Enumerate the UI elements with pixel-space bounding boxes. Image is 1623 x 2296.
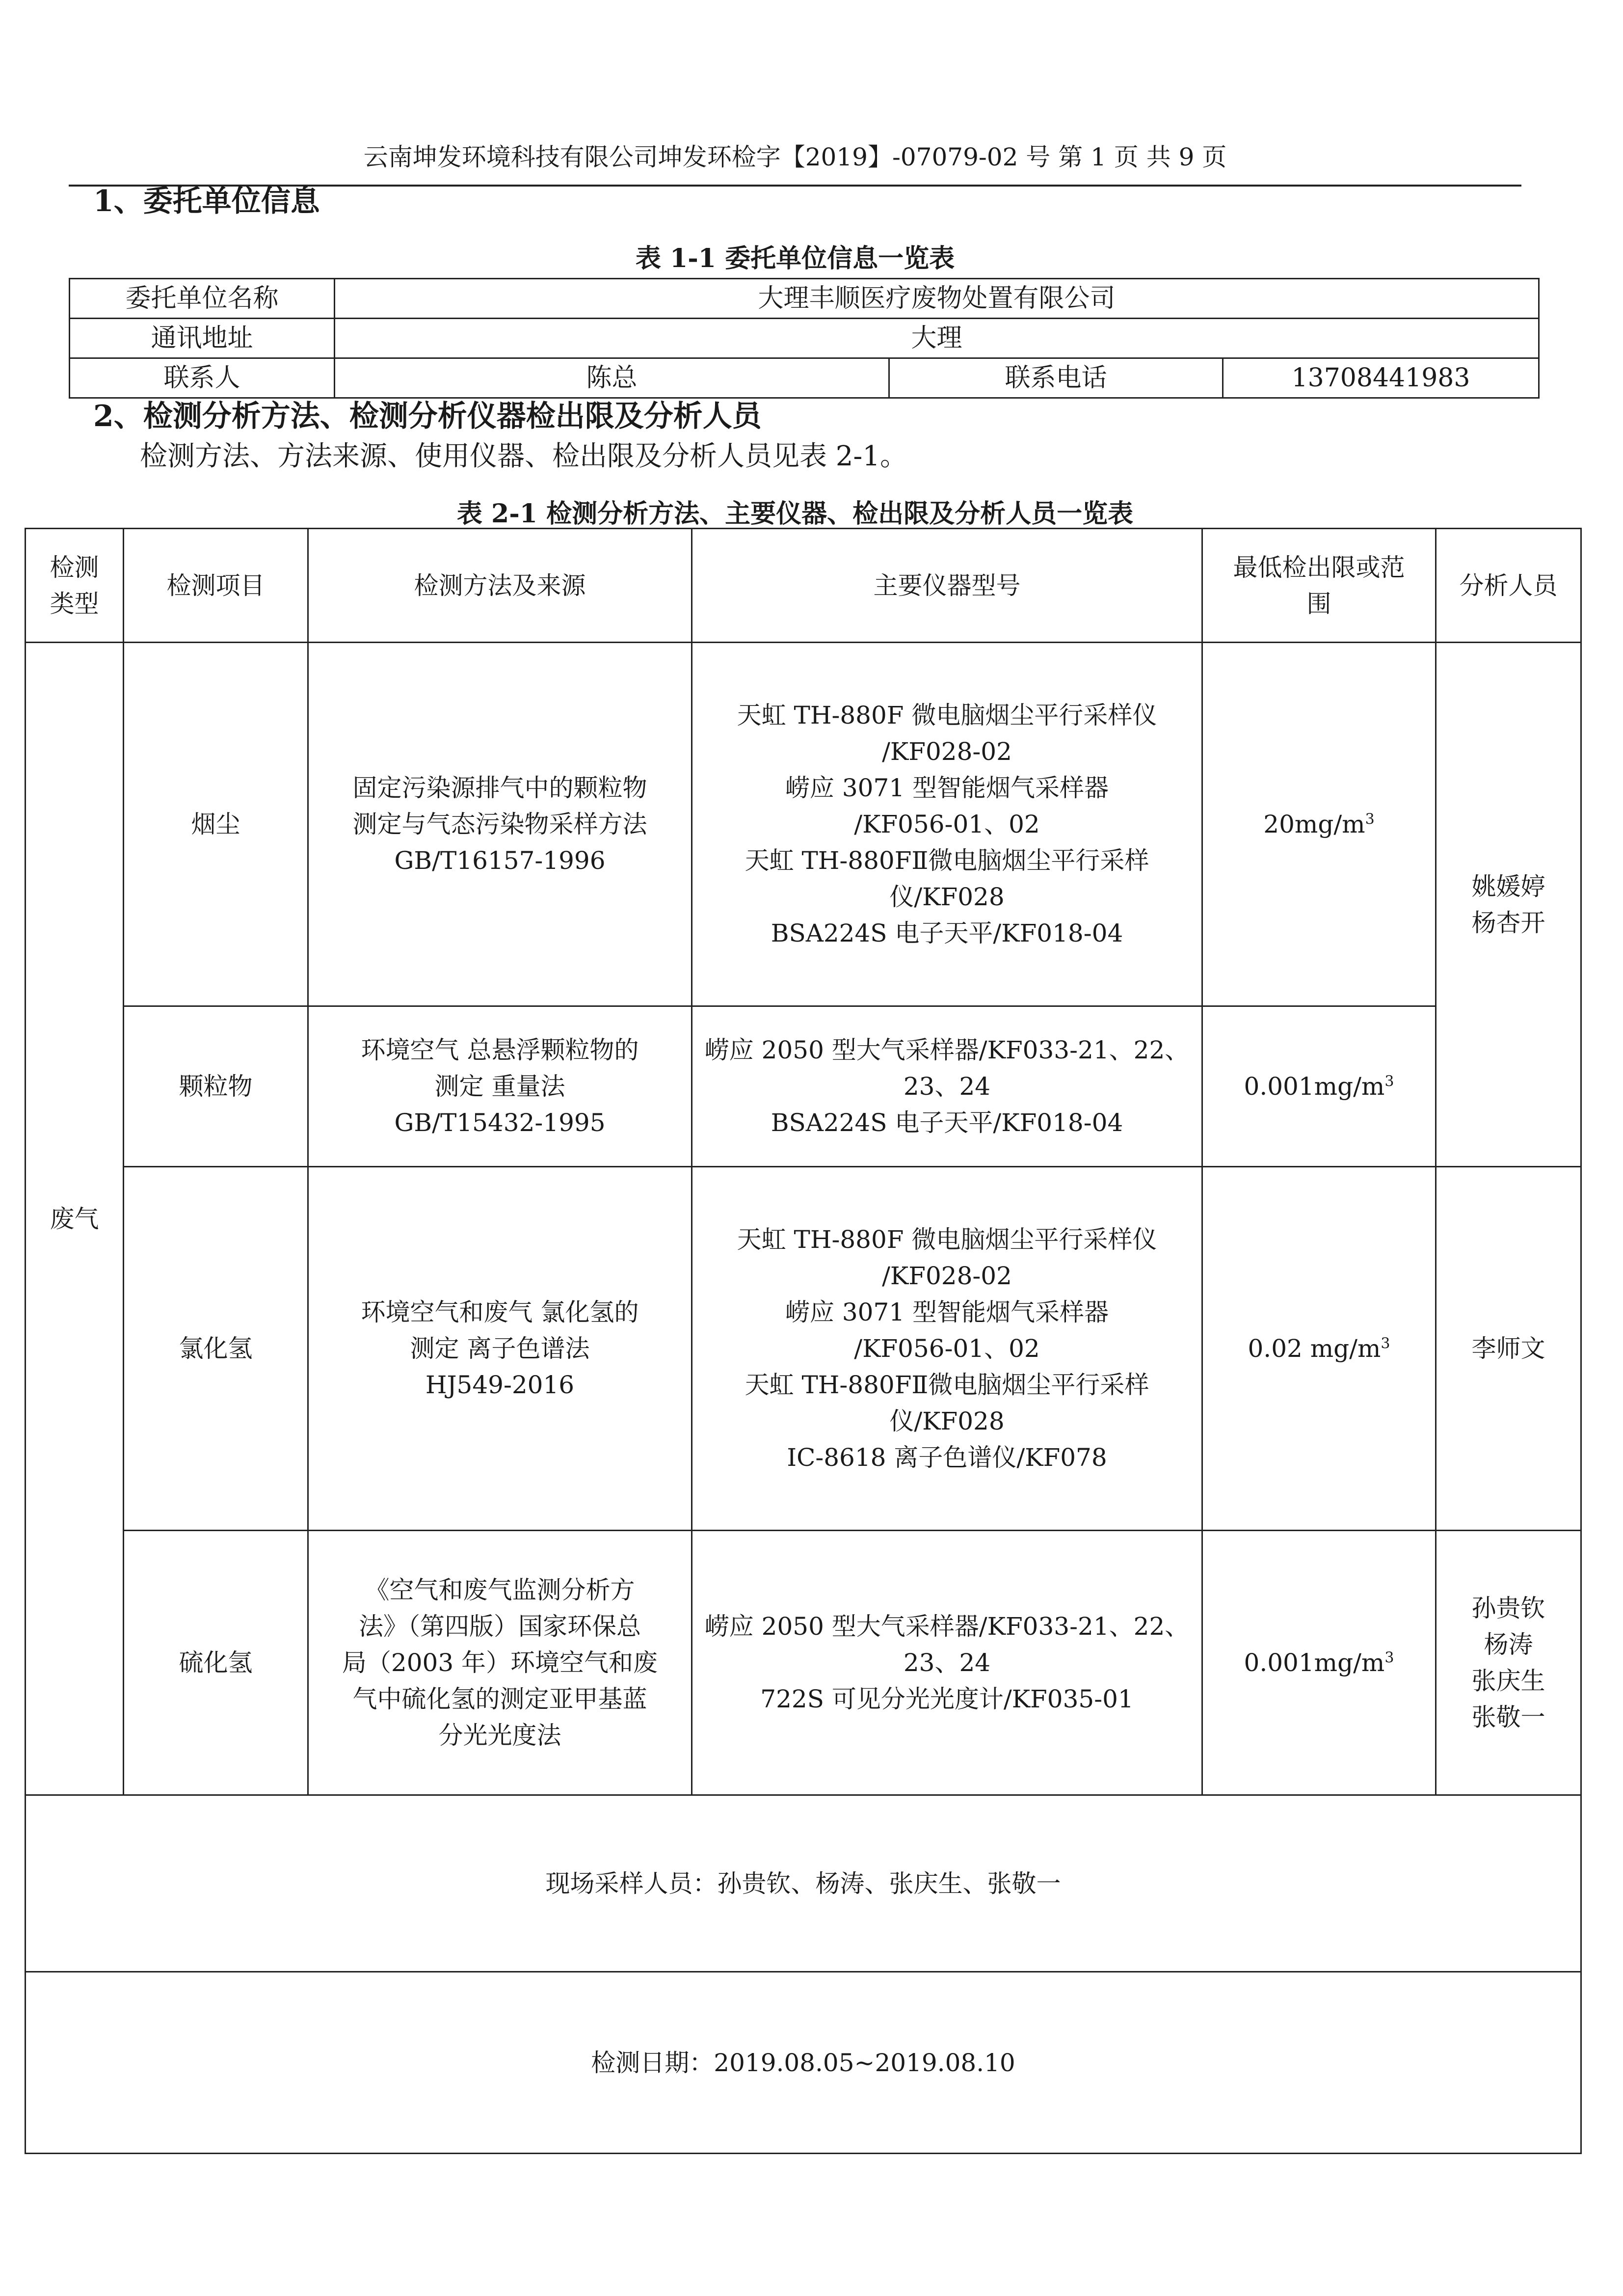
item-cell: 硫化氢: [124, 1531, 308, 1795]
header-limit: 最低检出限或范 围: [1202, 529, 1436, 643]
table2-caption: 表 2-1 检测分析方法、主要仪器、检出限及分析人员一览表: [456, 499, 1134, 529]
header-type: 检测 类型: [26, 529, 124, 643]
item-cell: 颗粒物: [124, 1006, 308, 1167]
analyst-cell: 孙贵钦 杨涛 张庆生 张敬一: [1436, 1531, 1581, 1795]
phone-label: 联系电话: [889, 358, 1223, 398]
section2-title: 2、检测分析方法、检测分析仪器检出限及分析人员: [93, 399, 762, 433]
item-cell: 氯化氢: [124, 1167, 308, 1531]
item-cell: 烟尘: [124, 643, 308, 1006]
contact-label: 联系人: [70, 358, 335, 398]
client-info-table: [69, 278, 1540, 399]
section2-paragraph: 检测方法、方法来源、使用仪器、检出限及分析人员见表 2-1。: [140, 440, 907, 472]
address-value: 大理: [335, 319, 1539, 358]
limit-cell: $0.001mg/m^3$: [1202, 1531, 1436, 1795]
instrument-cell: 崂应 2050 型大气采样器/KF033-21、22、 23、24 BSA224S 电子天平/KF018-04: [692, 1006, 1202, 1167]
method-cell: 《空气和废气监测分析方 法》（第四版）国家环保总 局（2003 年）环境空气和废 气中硫化氢的测定亚甲基蓝 分光光度法: [308, 1531, 692, 1795]
analyst-cell: 姚媛婷 杨杏开: [1436, 643, 1581, 1167]
limit-cell: 0.02 $mg/m^3$: [1202, 1167, 1436, 1531]
test-date: 检测日期：2019.08.05~2019.08.10: [26, 1972, 1581, 2154]
table1-caption: 表 1-1 委托单位信息一览表: [635, 243, 955, 273]
limit-cell: $20mg/m^3$: [1202, 643, 1436, 1006]
page-header: 云南坤发环境科技有限公司坤发环检字【2019】-07079-02 号 第 1 页 共 9 页: [363, 143, 1227, 171]
instrument-cell: 天虹 TH-880F 微电脑烟尘平行采样仪 /KF028-02 崂应 3071 型智能烟气采样器 /KF056-01、02 天虹 TH-880FⅡ微电脑烟尘平行采样 仪/KF028 BSA224S 电子天平/KF018-04: [692, 643, 1202, 1006]
client-name-value: 大理丰顺医疗废物处置有限公司: [335, 279, 1539, 319]
contact-value: 陈总: [335, 358, 889, 398]
address-label: 通讯地址: [70, 319, 335, 358]
section1-title: 1、委托单位信息: [93, 184, 320, 218]
table-row: [26, 1531, 1581, 1795]
limit-cell: $0.001mg/m^3$: [1202, 1006, 1436, 1167]
method-cell: 环境空气和废气 氯化氢的 测定 离子色谱法 HJ549-2016: [308, 1167, 692, 1531]
method-cell: 固定污染源排气中的颗粒物 测定与气态污染物采样方法 GB/T16157-1996: [308, 643, 692, 1006]
instrument-cell: 崂应 2050 型大气采样器/KF033-21、22、 23、24 722S 可见分光光度计/KF035-01: [692, 1531, 1202, 1795]
table-row: [26, 1006, 1581, 1167]
header-item: 检测项目: [124, 529, 308, 643]
client-name-label: 委托单位名称: [70, 279, 335, 319]
instrument-cell: 天虹 TH-880F 微电脑烟尘平行采样仪 /KF028-02 崂应 3071 型智能烟气采样器 /KF056-01、02 天虹 TH-880FⅡ微电脑烟尘平行采样 仪/KF028 IC-8618 离子色谱仪/KF078: [692, 1167, 1202, 1531]
header-instrument: 主要仪器型号: [692, 529, 1202, 643]
table-row: [26, 1167, 1581, 1531]
table-row: [26, 643, 1581, 1006]
analyst-cell: 李师文: [1436, 1167, 1581, 1531]
phone-value: 13708441983: [1223, 358, 1539, 398]
sampling-staff: 现场采样人员：孙贵钦、杨涛、张庆生、张敬一: [26, 1795, 1581, 1972]
method-table: [25, 528, 1582, 2154]
method-cell: 环境空气 总悬浮颗粒物的 测定 重量法 GB/T15432-1995: [308, 1006, 692, 1167]
header-method: 检测方法及来源: [308, 529, 692, 643]
header-analyst: 分析人员: [1436, 529, 1581, 643]
category-cell: 废气: [26, 643, 124, 1795]
